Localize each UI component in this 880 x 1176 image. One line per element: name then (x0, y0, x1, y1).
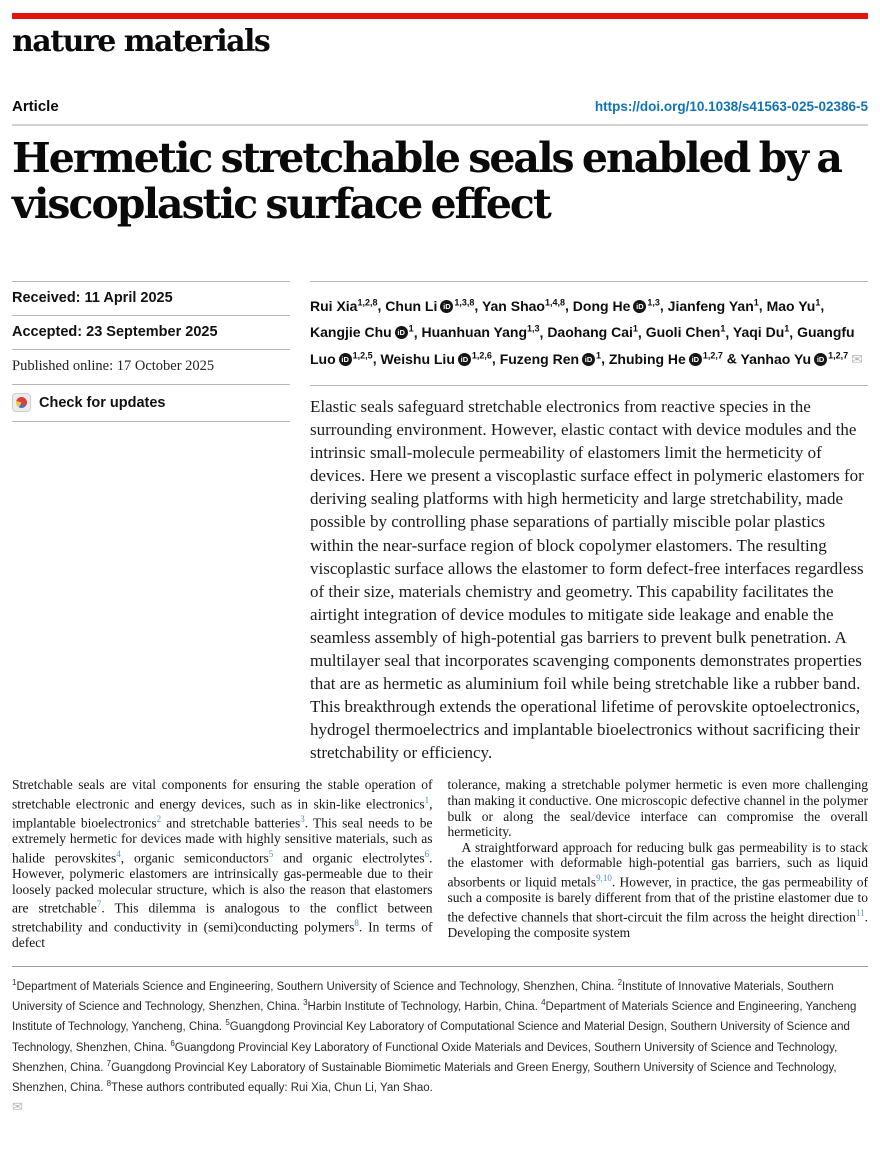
author-affiliation-superscript: 1 (408, 323, 414, 334)
orcid-icon[interactable]: iD (689, 353, 702, 366)
body-column-right (448, 777, 869, 950)
author-affiliation-superscript: 1,2,7 (828, 350, 849, 361)
author-name: Rui Xia$^{1,2,8}$ (310, 297, 378, 314)
orcid-icon[interactable]: iD (582, 353, 595, 366)
affiliation-superscript: 4 (541, 998, 546, 1008)
orcid-icon[interactable]: iD (458, 353, 471, 366)
author-name: Kangjie Chu iD $^1$ (310, 323, 414, 341)
reference-superscript[interactable]: 5 (268, 848, 274, 859)
author-affiliation-superscript: 1,3 (647, 297, 660, 307)
header-divider (12, 124, 868, 126)
author-name: Mao Yu$^1$ (766, 297, 821, 314)
affiliation-superscript: 5 (225, 1018, 230, 1028)
author-affiliation-superscript: 1,2,8 (357, 297, 378, 307)
abstract-text: Elastic seals safeguard stretchable electronics from reactive species in the surrounding environment. However, elastic contact with device modules and the intrinsic small-molecule permeability of elastomers limit the hermeticity of devices. Here we present a viscoplastic surface effect in polymeric elastomers for deriving sealing platforms with high hermeticity and large stretchability, made possible by controlling phase separations of partially miscible polar plastics within the near-surface region of block copolymer elastomers. The resulting viscoplastic surface allows the elastomer to form defect-free interfaces regardless of their size, materials chemistry and geometry. This capability facilitates the airtight integration of device modules to mitigate side leakage and enable the seamless assembly of high-potential gas barriers to prevent bulk penetration. A multilayer seal that incorporates scavenging components demonstrates properties that are as hermetic as aluminium foil while being stretchable like a rubber band. This breakthrough extends the operational lifetime of perovskite optoelectronics, hydrogel thermoelectrics and implantable bioelectronics without sacrificing their stretchability or efficiency. (310, 396, 864, 763)
author-name: Yaqi Du$^1$ (732, 323, 790, 341)
reference-superscript[interactable]: 7 (96, 899, 102, 910)
article-bar (12, 98, 868, 115)
reference-superscript[interactable]: 9,10 (596, 873, 612, 884)
page-title (12, 135, 868, 227)
email-icon[interactable]: ✉ (12, 1099, 23, 1115)
published-date: Published online: 17 October 2025 (12, 349, 290, 384)
reference-superscript[interactable]: 1 (424, 795, 430, 806)
author-affiliation-superscript: 1 (720, 323, 726, 334)
dates-sidebar (12, 281, 290, 422)
orcid-icon[interactable]: iD (633, 300, 646, 313)
author-name: Zhubing He iD $^{1,2,7}$ (608, 350, 723, 367)
reference-superscript[interactable]: 3 (300, 814, 305, 825)
author-name: Dong He iD $^{1,3}$ (572, 297, 660, 314)
author-affiliation-superscript: 1 (815, 297, 821, 307)
author-name: Jianfeng Yan$^1$ (667, 297, 759, 314)
author-affiliation-superscript: 1,3 (527, 323, 540, 334)
doi-link[interactable]: https://doi.org/10.1038/s41563-025-02386-5 (594, 99, 868, 114)
affiliation-superscript: 2 (617, 977, 623, 987)
body-paragraph: Stretchable seals are vital components for ensuring the stable operation of stretchable electronic and energy devices, such as in skin-like electronics$^1$, implantable bioelectronics$^2$ and stretchable batteries$^3$. This seal needs to be extremely hermetic for devices made with highly sensitive materials, such as halide perovskites$^4$, organic semiconductors$^5$ and organic electrolytes$^6$. However, polymeric elastomers are intrinsically gas-permeable due to their loosely packed molecular structure, which is also the reason that elastomers are stretchable$^7$. This dilemma is analogous to the conflict between stretchability and conductivity in (semi)conducting polymers$^8$. In terms of defect (12, 777, 433, 951)
title-line-1: Hermetic stretchable seals enabled by a (12, 134, 841, 182)
journal-logo: nature materials (12, 24, 270, 59)
author-name: Guoli Chen$^1$ (645, 323, 726, 341)
accepted-date: Accepted: 23 September 2025 (12, 315, 290, 349)
crossmark-icon (12, 393, 31, 412)
authors-abstract-column (310, 281, 868, 764)
body-column-left (12, 777, 433, 950)
title-line-2: viscoplastic surface effect (12, 180, 550, 228)
reference-superscript[interactable]: 6 (424, 848, 430, 859)
affiliation-superscript: 7 (106, 1058, 112, 1068)
author-affiliation-superscript: 1 (784, 323, 790, 334)
author-affiliation-superscript: 1 (596, 350, 602, 361)
author-affiliation-superscript: 1,2,7 (702, 350, 723, 361)
orcid-icon[interactable]: iD (339, 353, 352, 366)
abstract-divider (310, 385, 868, 386)
author-affiliation-superscript: 1 (632, 323, 638, 334)
author-name: Guangfu Luo iD $^{1,2,5}$ (310, 324, 855, 367)
author-name: Daohang Cai$^1$ (547, 323, 638, 341)
affiliation-superscript: 1 (12, 977, 17, 987)
reference-superscript[interactable]: 4 (116, 848, 121, 859)
affiliation-superscript: 8 (106, 1079, 112, 1089)
reference-superscript[interactable]: 2 (156, 814, 162, 825)
author-affiliation-superscript: 1,3,8 (454, 297, 475, 307)
orcid-icon[interactable]: iD (440, 300, 453, 313)
check-for-updates-label: Check for updates (39, 394, 166, 411)
masthead-red-bar (12, 13, 868, 19)
affiliation-superscript: 3 (303, 998, 308, 1008)
affiliations-footnotes: $^1$Department of Materials Science and Engineering, Southern University of Science and Technology, Shenzhen, China. $^2$Institute of Innovative Materials, Southern University of Science and Technology, Shenzhen, China. $^3$Harbin Institute of Technology, Harbin, China. $^4$Department of Materials Science and Engineering, Yancheng Institute of Technology, Yancheng, China. $^5$Guangdong Provincial Key Laboratory of Computational Science and Material Design, Southern University of Science and Technology, Shenzhen, China. $^6$Guangdong Provincial Key Laboratory of Functional Oxide Materials and Devices, Southern University of Science and Technology, Shenzhen, China. $^7$Guangdong Provincial Key Laboratory of Sustainable Biomimetic Materials and Green Energy, Southern University of Science and Technology, Shenzhen, China. $^8$These authors contributed equally: Rui Xia, Chun Li, Yan Shao. (12, 966, 868, 1096)
author-name: Weishu Liu iD $^{1,2,6}$ (380, 350, 492, 367)
article-type-label: Article (12, 98, 59, 115)
author-name: Yan Shao$^{1,4,8}$ (481, 297, 566, 314)
author-name: Fuzeng Ren iD $^1$ (499, 350, 602, 367)
author-affiliation-superscript: 1,2,6 (471, 350, 492, 361)
orcid-icon[interactable]: iD (395, 326, 408, 339)
author-affiliation-superscript: 1,2,5 (352, 350, 373, 361)
orcid-icon[interactable]: iD (814, 353, 827, 366)
body-paragraph: tolerance, making a stretchable polymer hermetic is even more challenging than making it conductive. One microscopic defective channel in the polymer bulk or along the seal/device interface can compromise the overall hermeticity. (447, 777, 868, 840)
affiliation-superscript: 6 (170, 1038, 175, 1048)
body-paragraph: A straightforward approach for reducing bulk gas permeability is to stack the elastomer with deformable high-potential gas barriers, such as liquid absorbents or liquid metals$^{9,10}$. However, in practice, the gas permeability of such a composite is barely different from that of the pristine elastomer due to the defective channels that short-circuit the film across the height direction$^{11}$. Developing the composite system (447, 839, 868, 940)
author-affiliation-superscript: 1 (753, 297, 759, 307)
header-columns (12, 281, 868, 764)
corresponding-author-email-icon[interactable]: ✉ (851, 350, 863, 367)
body-columns (12, 777, 868, 950)
author-name: Huanhuan Yang$^{1,3}$ (421, 323, 540, 341)
masthead (12, 13, 868, 59)
reference-superscript[interactable]: 8 (354, 918, 359, 929)
author-name: Yanhao Yu iD $^{1,2,7}$ ✉ (740, 350, 863, 367)
received-date: Received: 11 April 2025 (12, 281, 290, 315)
authors-line: Rui Xia$^{1,2,8}$, Chun Li iD $^{1,3,8}$, Yan Shao$^{1,4,8}$, Dong He iD $^{1,3}$, Jianfeng Yan$^1$, Mao Yu$^1$, Kangjie Chu iD $^1$, Huanhuan Yang$^{1,3}$, Daohang Cai$^1$, Guoli Chen$^1$, Yaqi Du$^1$, Guangfu Luo iD $^{1,2,5}$, Weishu Liu iD $^{1,2,6}$, Fuzeng Ren iD $^1$, Zhubing He iD $^{1,2,7}$ & Yanhao Yu iD $^{1,2,7}$ ✉ (310, 281, 868, 371)
check-for-updates-button[interactable] (12, 384, 290, 421)
author-name: Chun Li iD $^{1,3,8}$ (385, 297, 475, 314)
author-affiliation-superscript: 1,4,8 (544, 297, 566, 307)
reference-superscript[interactable]: 11 (855, 907, 865, 918)
